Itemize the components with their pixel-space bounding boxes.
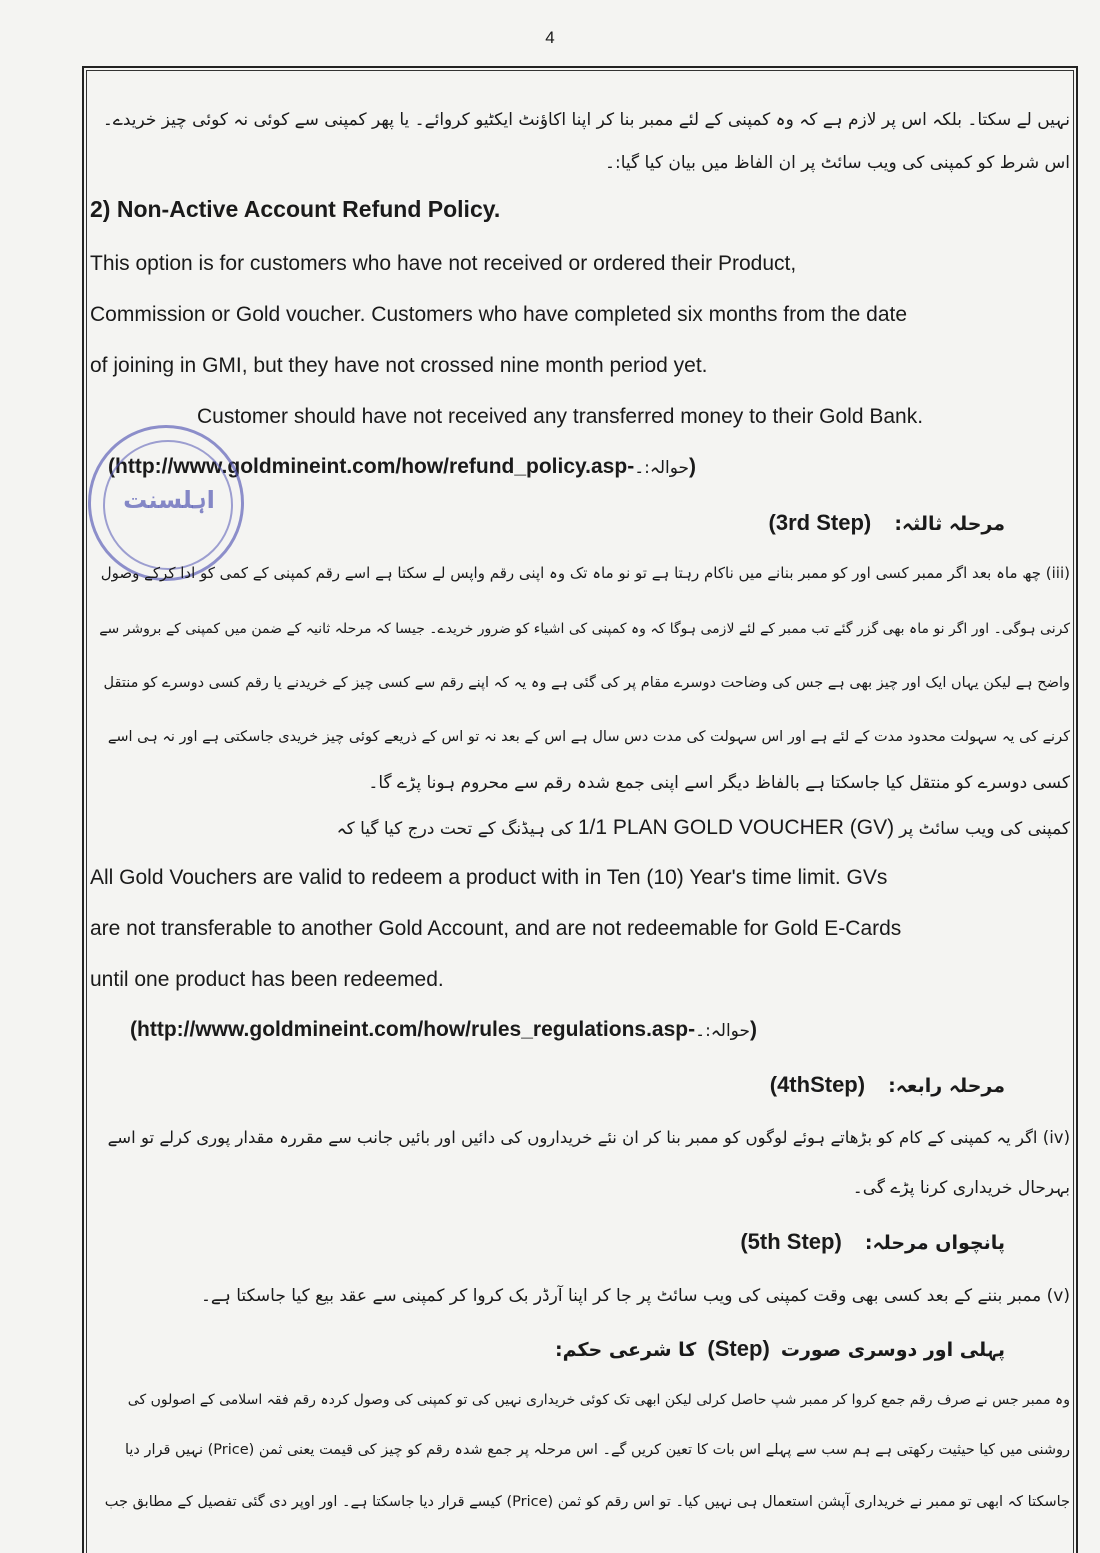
step3-para-4: کرنے کی یہ سہولت محدود مدت کے لئے ہے اور اس سہولت کی مدت دس سال ہے اس کے بعد نہ تو اس کے ذریعے کوئی چیز خریدی جاسکتی ہے اور نہ ہی اسے	[107, 729, 1070, 745]
policy-line-3: of joining in GMI, but they have not crossed nine month period yet.	[90, 354, 708, 377]
ruling-para-1: وہ ممبر جس نے صرف رقم جمع کروا کر ممبر شپ حاصل کرلی لیکن ابھی تک کوئی خریداری نہیں کی تو کمپنی کی وصول کردہ رقم فقہ اسلامی کے اصولوں کی	[127, 1392, 1070, 1408]
step3-reference-label: حوالہ:۔	[695, 1021, 750, 1041]
page-border-inner	[86, 70, 1074, 1553]
urdu-intro-line-1: نہیں لے سکتا۔ بلکہ اس پر لازم ہے کہ وہ کمپنی کے لئے ممبر بنا کر اپنا اکاؤنٹ ایکٹیو کروائے۔ یا پھر کمپنی سے کوئی نہ کوئی چیز خریدے۔	[102, 110, 1070, 130]
step3-website-lead: کمپنی کی ویب سائٹ پر 1/1 PLAN GOLD VOUCHER (GV) کی ہیڈنگ کے تحت درج کیا گیا کہ	[336, 816, 1070, 839]
policy-reference: (http://www.goldmineint.com/how/refund_policy.asp-حوالہ:۔)	[108, 455, 697, 478]
step3-quote-2: are not transferable to another Gold Account, and are not redeemable for Gold E-Cards	[90, 917, 902, 940]
step3-heading	[769, 512, 1005, 534]
policy-line-1: This option is for customers who have not received or ordered their Product,	[90, 252, 797, 275]
step4-title: (4thStep)	[769, 1072, 866, 1097]
stamp-seal	[88, 425, 244, 581]
step4-para-1: (iv) اگر یہ کمپنی کے کام کو بڑھاتے ہوئے لوگوں کو ممبر بنا کر ان نئے خریداروں کی دائیں اور بائیں جانب سے مقررہ مقدار پوری کرلے تو اسے	[107, 1128, 1070, 1147]
ruling-heading: پہلی اور دوسری صورت (Step) کا شرعی حکم:	[554, 1336, 1005, 1361]
step3-quote-1: All Gold Vouchers are valid to redeem a product with in Ten (10) Year's time limit. GVs	[90, 866, 888, 889]
step3-para-3: واضح ہے لیکن یہاں ایک اور چیز بھی ہے جس کی وضاحت دوسرے مقام پر کی گئی ہے وہ یہ کہ اپنے رقم سے کسی چیز کے خریدنے یا رقم کسی دوسرے کو منتقل	[103, 675, 1070, 691]
step4-label: مرحلہ رابعہ:	[888, 1075, 1005, 1097]
step3-para-5: کسی دوسرے کو منتقل کیا جاسکتا ہے بالفاظ دیگر اسے اپنی جمع شدہ رقم سے محروم ہونا پڑے گا۔	[368, 773, 1070, 793]
step3-para-1: (iii) چھ ماہ بعد اگر ممبر کسی اور کو ممبر بنانے میں ناکام رہتا ہے تو نو ماہ تک وہ اپنی رقم واپس لے سکتا ہے اسے رقم کمپنی کے کمی کو ادا کرکے وصول	[100, 564, 1070, 582]
step3-title: (3rd Step)	[768, 510, 872, 535]
step3-reference-url[interactable]: http://www.goldmineint.com/how/rules_regulations.asp	[137, 1018, 689, 1041]
step5-para-1: (v) ممبر بننے کے بعد کسی بھی وقت کمپنی کی ویب سائٹ پر جا کر اپنا آرڈر بک کروا کر کمپنی سے عقد بیع کیا جاسکتا ہے۔	[200, 1286, 1070, 1306]
gold-voucher-heading: 1/1 PLAN GOLD VOUCHER (GV)	[577, 816, 895, 839]
step5-heading	[740, 1231, 1005, 1253]
step3-label: مرحلہ ثالثہ:	[894, 513, 1005, 535]
policy-heading: 2) Non-Active Account Refund Policy.	[90, 196, 501, 222]
step3-reference: (http://www.goldmineint.com/how/rules_regulations.asp-حوالہ:۔)	[130, 1018, 757, 1041]
stamp-seal-text: اہلسنت	[123, 486, 215, 514]
policy-line-2: Commission or Gold voucher. Customers who have completed six months from the date	[90, 303, 908, 326]
ruling-para-3: جاسکتا کہ ابھی تو ممبر نے خریداری آپشن استعمال ہی نہیں کیا۔ تو اس رقم کو ثمن (Price) کیسے قرار دیا جاسکتا ہے۔ اور اوپر دی گئی تفصیل کے مطابق جب	[104, 1494, 1070, 1510]
urdu-intro-line-2: اس شرط کو کمپنی کی ویب سائٹ پر ان الفاظ میں بیان کیا گیا:۔	[605, 153, 1070, 173]
step3-para-2: کرنی ہوگی۔ اور اگر نو ماہ بھی گزر گئے تب ممبر کے لئے لازمی ہوگا کہ وہ کمپنی کی اشیاء کو ضرور خریدے۔ جیسا کہ مرحلہ ثانیہ کے ضمن میں کمپنی کے بروشر سے	[99, 621, 1070, 637]
ruling-para-2: روشنی میں کیا حیثیت رکھتی ہے ہم سب سے پہلے اس بات کا تعین کریں گے۔ اس مرحلہ پر جمع شدہ رقم کو چیز کی قیمت یعنی ثمن (Price) نہیں قرار دیا	[124, 1442, 1070, 1458]
policy-line-4: Customer should have not received any transferred money to their Gold Bank.	[197, 405, 924, 428]
page-number: 4	[545, 28, 555, 47]
policy-reference-url[interactable]: http://www.goldmineint.com/how/refund_policy.asp	[115, 455, 628, 478]
step3-quote-3: until one product has been redeemed.	[90, 968, 444, 991]
step4-heading	[770, 1074, 1005, 1096]
step5-label: پانچواں مرحلہ:	[864, 1232, 1005, 1254]
step4-para-2: بہرحال خریداری کرنا پڑے گی۔	[852, 1178, 1070, 1198]
policy-reference-label: حوالہ:۔	[634, 458, 690, 478]
step5-title: (5th Step)	[740, 1229, 842, 1254]
